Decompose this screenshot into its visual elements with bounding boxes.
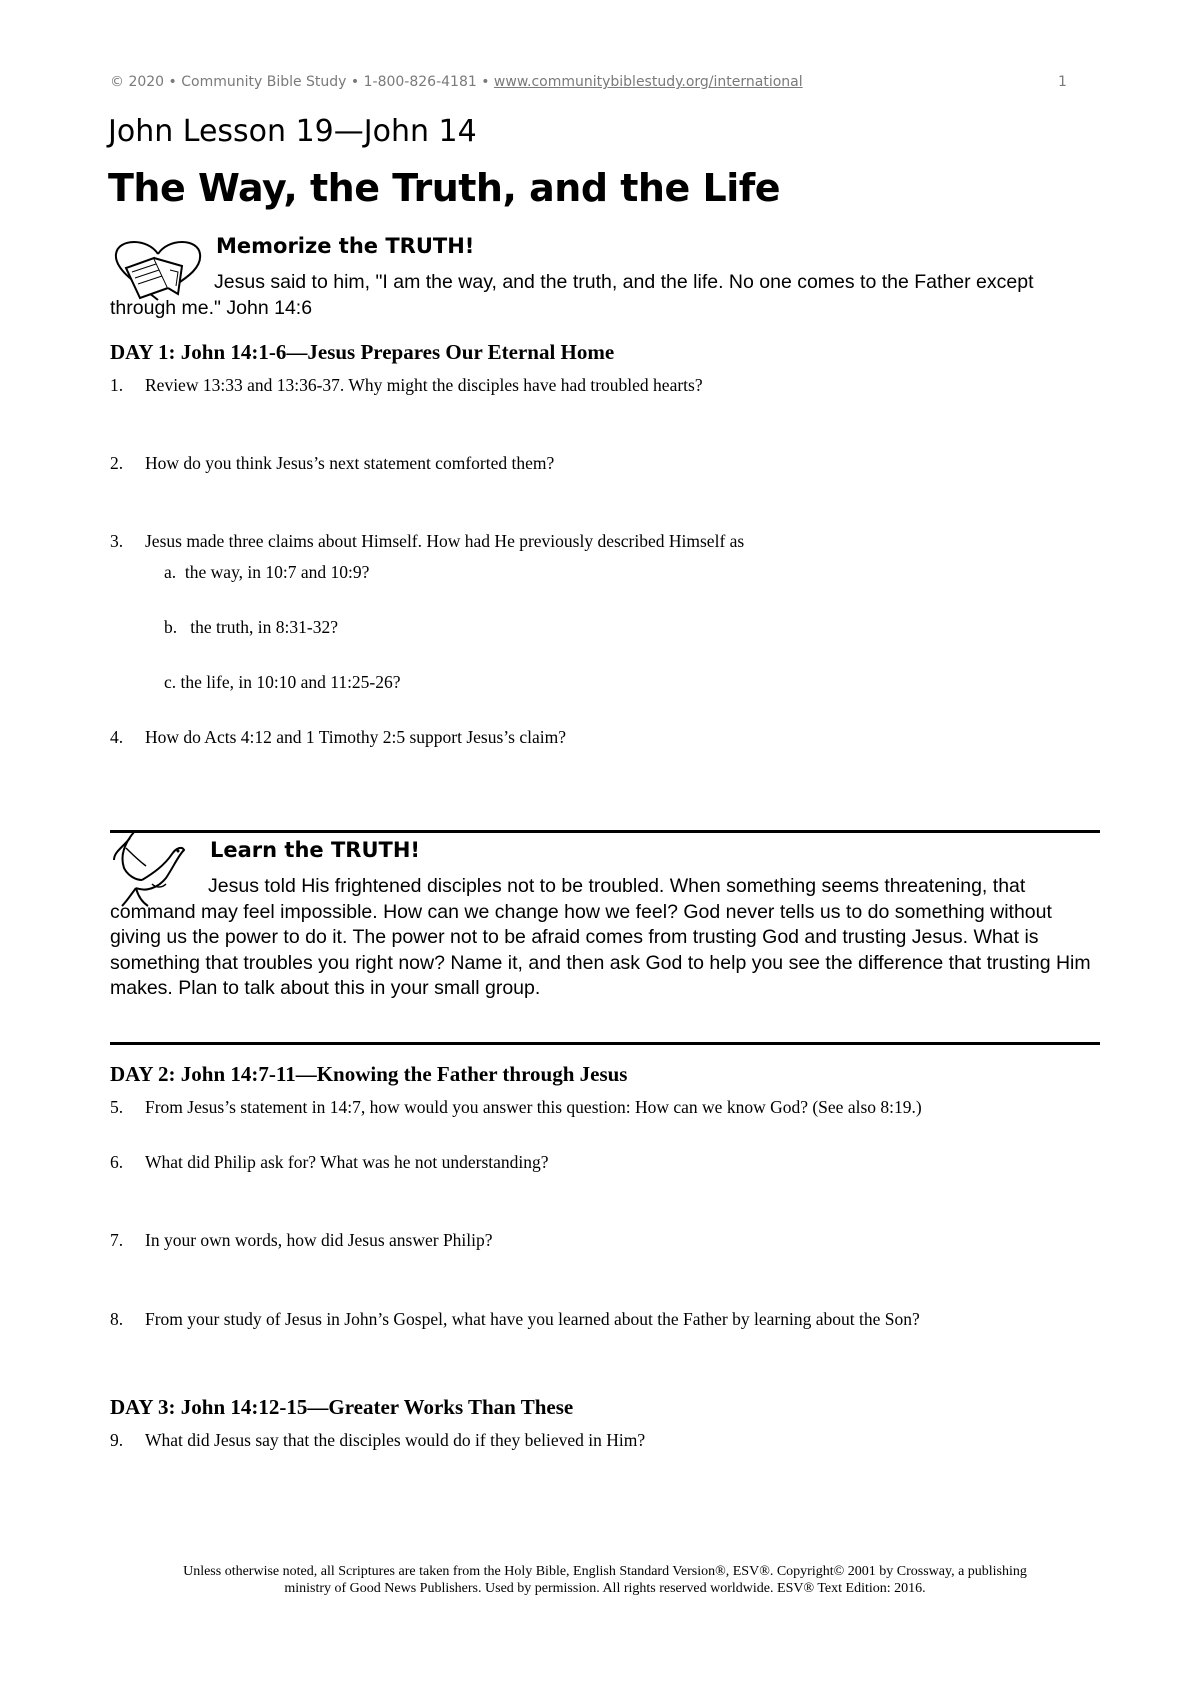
copyright-text: © 2020 • Community Bible Study • 1-800-826-4181 •	[110, 74, 494, 90]
question-number: 3.	[110, 531, 124, 551]
lesson-label: John Lesson 19—John 14	[108, 114, 477, 149]
page-number: 1	[1058, 74, 1067, 90]
question-3a	[164, 562, 369, 583]
sub-text: the life, in 10:10 and 11:25-26?	[180, 672, 401, 692]
question-text: Jesus made three claims about Himself. How had He previously described Himself as	[145, 531, 745, 551]
learn-heading: Learn the TRUTH!	[210, 838, 420, 862]
question-5	[0, 1097, 1200, 1121]
question-3b	[164, 617, 338, 638]
question-7	[0, 1230, 1200, 1254]
question-text: What did Philip ask for? What was he not understanding?	[145, 1152, 549, 1172]
question-text: How do Acts 4:12 and 1 Timothy 2:5 support Jesus’s claim?	[145, 727, 566, 747]
question-number: 5.	[110, 1097, 124, 1117]
question-6	[0, 1152, 1200, 1176]
question-9	[0, 1430, 1200, 1454]
question-number: 8.	[110, 1309, 124, 1329]
question-8	[0, 1309, 1200, 1333]
question-number: 7.	[110, 1230, 124, 1250]
question-number: 9.	[110, 1430, 124, 1450]
footer-line-2: ministry of Good News Publishers. Used by permission. All rights reserved worldwide. ESV® Text Edition: 2016.	[284, 1581, 926, 1596]
question-3	[0, 531, 1200, 555]
sub-label: b.	[164, 617, 178, 637]
page-title: The Way, the Truth, and the Life	[108, 166, 781, 210]
section-divider-bottom	[110, 1042, 1100, 1045]
memorize-heading: Memorize the TRUTH!	[216, 234, 475, 258]
footer-line-1: Unless otherwise noted, all Scriptures are taken from the Holy Bible, English Standard Version®, ESV®. Copyright© 2001 by Crossway, a publishing	[183, 1564, 1027, 1579]
day1-heading: DAY 1: John 14:1-6—Jesus Prepares Our Eternal Home	[110, 340, 615, 364]
question-text: Review 13:33 and 13:36-37. Why might the disciples have had troubled hearts?	[145, 375, 703, 395]
question-1	[0, 375, 1200, 399]
memory-verse: Jesus said to him, "I am the way, and the truth, and the life. No one comes to the Father except through me." John 14:6	[110, 271, 1034, 319]
section-divider-top	[110, 830, 1100, 833]
question-4	[0, 727, 1200, 751]
question-text: From your study of Jesus in John’s Gospel, what have you learned about the Father by learning about the Son?	[145, 1309, 920, 1329]
question-number: 4.	[110, 727, 124, 747]
question-3c	[164, 672, 401, 693]
learn-body: Jesus told His frightened disciples not to be troubled. When something seems threatening, that command may feel impossible. How can we change how we feel? God never tells us to do something without giving us the power to do it. The power not to be afraid comes from trusting God and trusting Jesus. What is something that troubles you right now? Name it, and then ask God to help you see the difference that trusting Him makes. Plan to talk about this in your small group.	[110, 875, 1091, 999]
question-text: How do you think Jesus’s next statement comforted them?	[145, 453, 555, 473]
sub-text: the truth, in 8:31-32?	[190, 617, 339, 637]
sub-label: c.	[164, 672, 177, 692]
question-text: What did Jesus say that the disciples would do if they believed in Him?	[145, 1430, 646, 1450]
question-text: In your own words, how did Jesus answer Philip?	[145, 1230, 493, 1250]
day2-heading: DAY 2: John 14:7-11—Knowing the Father through Jesus	[110, 1062, 628, 1086]
website-link[interactable]: www.communitybiblestudy.org/international	[493, 74, 803, 90]
copyright-footer	[110, 1563, 1100, 1597]
day3-heading: DAY 3: John 14:12-15—Greater Works Than These	[110, 1395, 574, 1419]
question-number: 2.	[110, 453, 124, 473]
question-text: From Jesus’s statement in 14:7, how would you answer this question: How can we know God? (See also 8:19.)	[145, 1097, 922, 1117]
question-number: 1.	[110, 375, 124, 395]
question-2	[0, 453, 1200, 477]
sub-label: a.	[164, 562, 177, 582]
question-number: 6.	[110, 1152, 124, 1172]
page-header	[110, 74, 803, 90]
sub-text: the way, in 10:7 and 10:9?	[184, 562, 370, 582]
